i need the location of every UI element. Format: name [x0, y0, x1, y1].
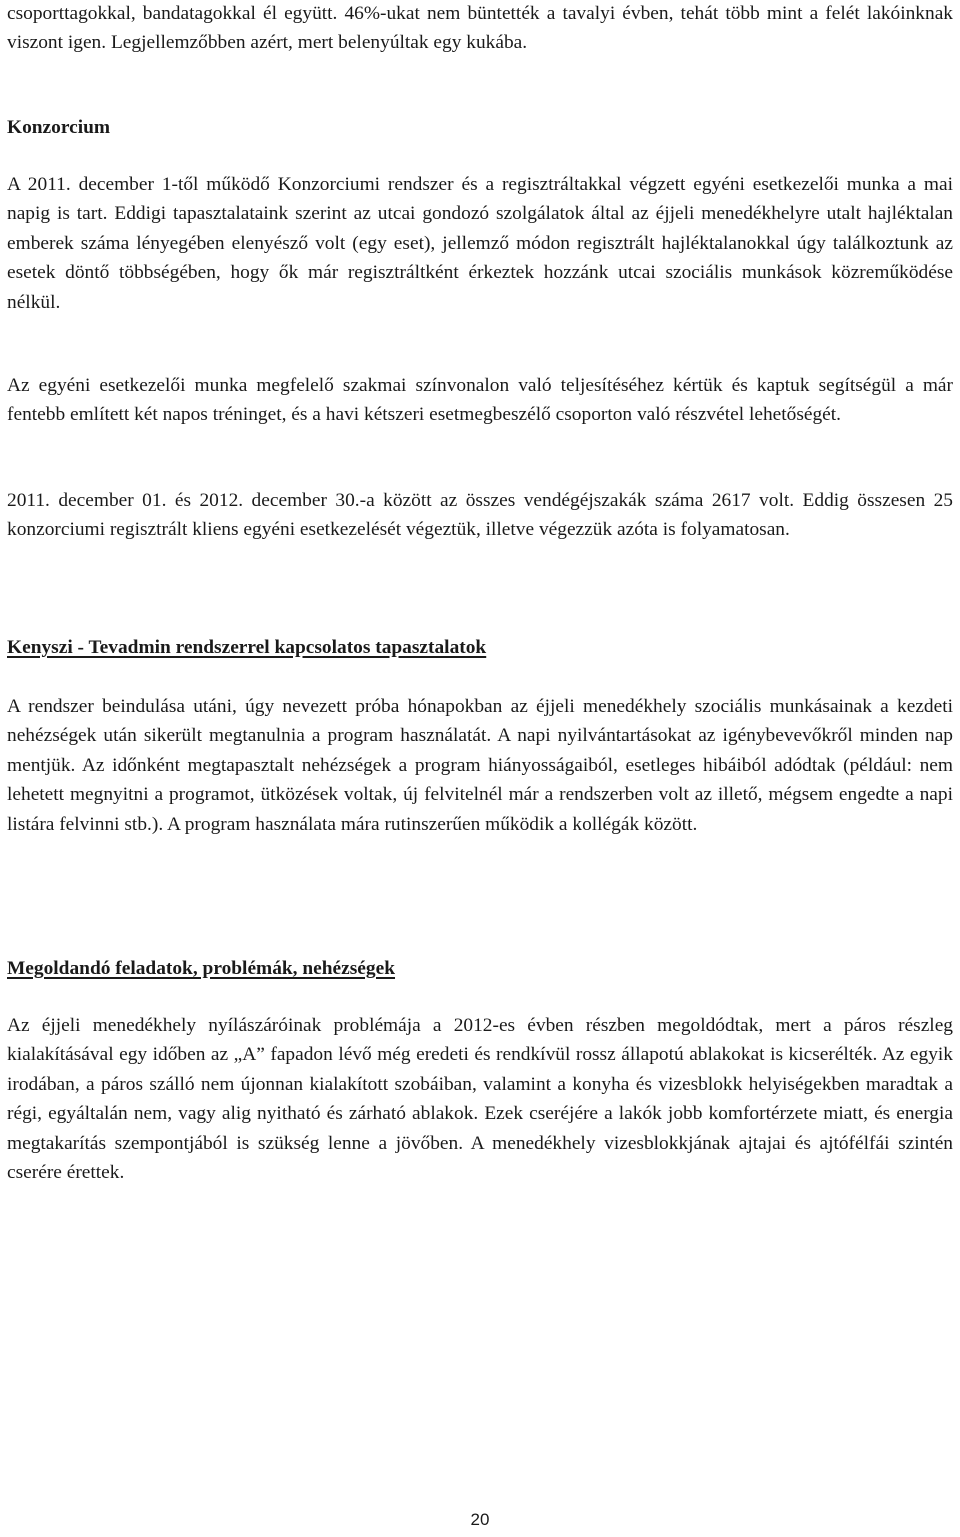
paragraph-konzorcium-2: Az egyéni esetkezelői munka megfelelő szakmai színvonalon való teljesítéséhez kértük és kaptuk segítségül a már fentebb említett két napos tréninget, és a havi kétszeri esetmegbeszélő csoporton való részvétel lehetőségét. — [7, 375, 953, 426]
paragraph-intro: csoporttagokkal, bandatagokkal él együtt. 46%-ukat nem büntették a tavalyi évben, tehát több mint a felét lakóinknak viszont igen. Legjellemzőbben azért, mert belenyúltak egy kukába. — [7, 3, 953, 54]
section-heading-kenyszi: Kenyszi - Tevadmin rendszerrel kapcsolatos tapasztalatok — [7, 637, 487, 658]
paragraph-konzorcium-1: A 2011. december 1-től működő Konzorciumi rendszer és a regisztráltakkal végzett egyéni esetkezelői munka a mai napig is tart. Eddigi tapasztalataink szerint az utcai gondozó szolgálatok által az éjjeli menedékhelyre utalt hajléktalan emberek száma lényegében elenyésző volt (egy eset), jellemző módon regisztrált hajléktalanokkal úgy találkoztunk az esetek döntő többségében, hogy ők már regisztráltként érkeztek hozzánk utcai szociális munkások közreműködése nélkül. — [7, 174, 953, 313]
paragraph-megoldando: Az éjjeli menedékhely nyílászáróinak problémája a 2012-es évben részben megoldódtak, mert a páros részleg kialakításával egy időben az „A” fapadon lévő még eredeti és rendkívül rossz állapotú ablakokat is kicserélték. Az egyik irodában, a páros szálló nem újonnan kialakított szobáiban, valamint a konyha és vizesblokk helyiségekben maradtak a régi, egyáltalán nem, vagy alig nyitható és zárható ablakok. Ezek cseréjére a lakók jobb komfortérzete miatt, és energia megtakarítás szempontjából is szükség lenne a jövőben. A menedékhely vizesblokkjának ajtajai és ajtófélfái szintén cserére érettek. — [7, 1015, 953, 1184]
paragraph-konzorcium-3: 2011. december 01. és 2012. december 30.-a között az összes vendégéjszakák száma 2617 volt. Eddig összesen 25 konzorciumi regisztrált kliens egyéni esetkezelését végeztük, illetve végezzük azóta is folyamatosan. — [7, 490, 953, 541]
page-number: 20 — [470, 1510, 490, 1529]
paragraph-kenyszi: A rendszer beindulása utáni, úgy nevezett próba hónapokban az éjjeli menedékhely szociális munkásainak a kezdeti nehézségek után sikerült megtanulnia a program használatát. A napi nyilvántartásokat az igénybevevőkről minden nap mentjük. Az időnként megtapasztalt nehézségek a program hiányosságaiból, esetleges hibáiból adódtak (például: nem lehetett megnyitni a programot, ütközések voltak, új felvitelnél már a rendszerben volt az illető, mégsem engedte a napi listára felvinni stb.). A program használata mára rutinszerűen működik a kollégák között. — [7, 696, 953, 835]
section-heading-konzorcium: Konzorcium — [7, 117, 111, 138]
section-heading-megoldando: Megoldandó feladatok, problémák, nehézségek — [7, 958, 396, 979]
